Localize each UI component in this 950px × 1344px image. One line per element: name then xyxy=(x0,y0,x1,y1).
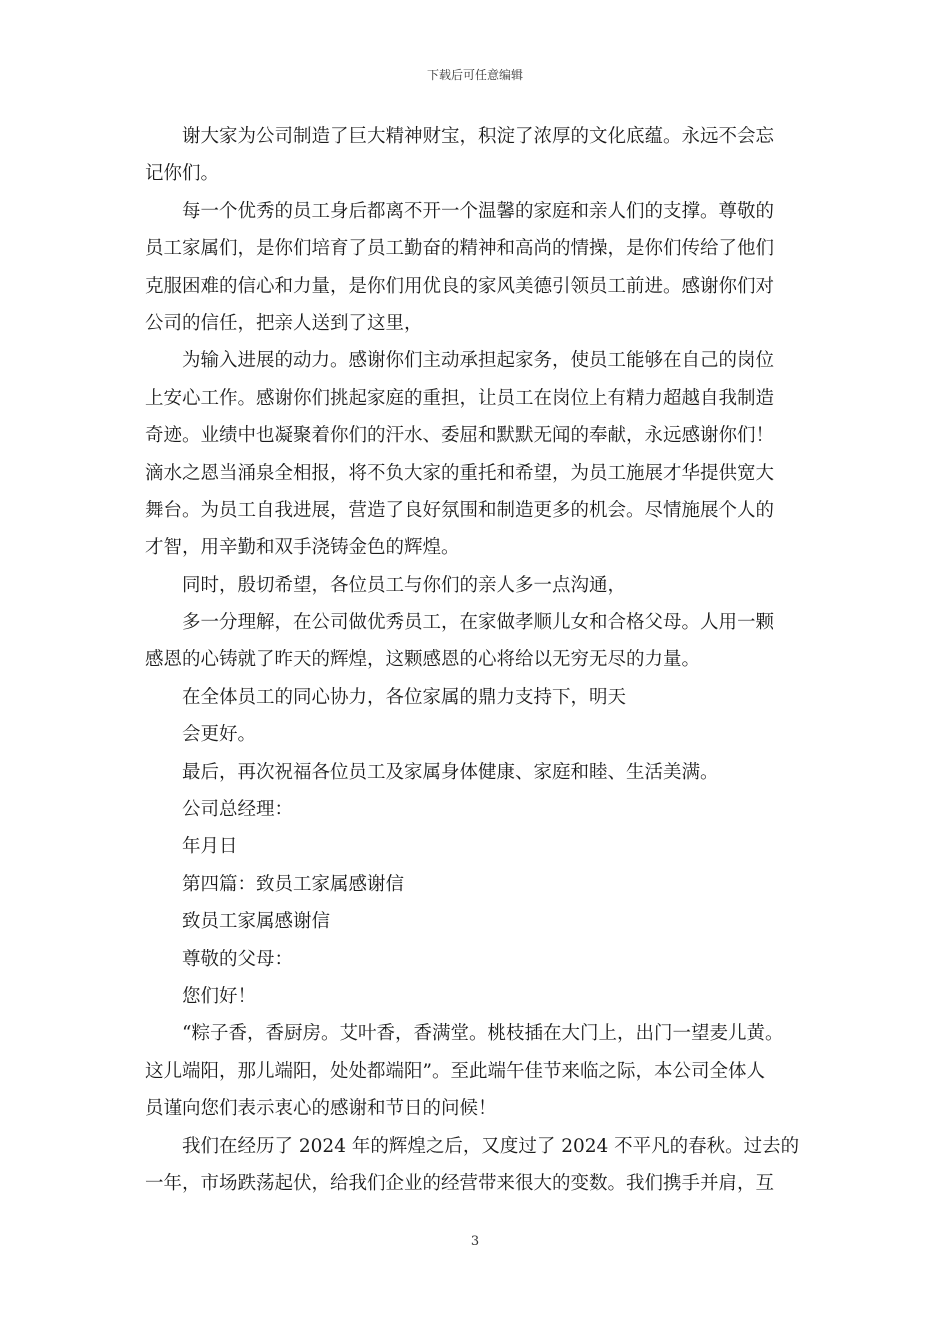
text-line: 员工家属们，是你们培育了员工勤奋的精神和高尚的情操，是你们传给了他们 xyxy=(145,238,775,260)
text-line: 一年，市场跌荡起伏，给我们企业的经营带来很大的变数。我们携手并肩，互 xyxy=(145,1172,775,1194)
text-line: 每一个优秀的员工身后都离不开一个温馨的家庭和亲人们的支撑。尊敬的 xyxy=(182,200,775,222)
page-header: 下载后可任意编辑 xyxy=(426,68,523,82)
text-line: 员谨向您们表示衷心的感谢和节日的问候！ xyxy=(145,1098,497,1120)
text-line: 谢大家为公司制造了巨大精神财宝，积淀了浓厚的文化底蕴。永远不会忘 xyxy=(182,126,775,147)
text-line: 公司总经理： xyxy=(182,799,294,821)
text-line: 最后，再次祝福各位员工及家属身体健康、家庭和睦、生活美满。 xyxy=(182,761,719,783)
text-line: “粽子香，香厨房。艾叶香，香满堂。桃枝插在大门上，出门一望麦儿黄。 xyxy=(182,1023,784,1045)
document-body xyxy=(145,118,810,1202)
text-line: 您们好！ xyxy=(182,985,257,1007)
page-number: 3 xyxy=(470,1234,480,1249)
text-line: 致员工家属感谢信 xyxy=(182,911,331,933)
text-line: 这儿端阳，那儿端阳，处处都端阳”。至此端午佳节来临之际，本公司全体人 xyxy=(145,1060,765,1082)
text-line: 第四篇：致员工家属感谢信 xyxy=(182,873,405,895)
text-line: 舞台。为员工自我进展，营造了良好氛围和制造更多的机会。尽情施展个人的 xyxy=(145,499,775,521)
text-line: 我们在经历了 2024 年的辉煌之后，又度过了 2024 不平凡的春秋。过去的 xyxy=(182,1135,800,1157)
text-line: 才智，用辛勤和双手浇铸金色的辉煌。 xyxy=(145,537,460,559)
text-line: 克服困难的信心和力量，是你们用优良的家风美德引领员工前进。感谢你们对 xyxy=(145,275,775,297)
text-line: 尊敬的父母： xyxy=(182,948,294,970)
text-line: 年月日 xyxy=(182,836,238,858)
text-line: 公司的信任，把亲人送到了这里， xyxy=(145,312,423,334)
text-line: 会更好。 xyxy=(182,724,257,746)
text-line: 上安心工作。感谢你们挑起家庭的重担，让员工在岗位上有精力超越自我制造 xyxy=(145,387,775,409)
text-line: 记你们。 xyxy=(145,163,220,185)
text-line: 滴水之恩当涌泉全相报，将不负大家的重托和希望，为员工施展才华提供宽大 xyxy=(145,462,775,484)
text-line: 同时，殷切希望，各位员工与你们的亲人多一点沟通， xyxy=(182,574,627,596)
text-line: 奇迹。业绩中也凝聚着你们的汗水、委屈和默默无闻的奉献，永远感谢你们！ xyxy=(145,425,775,447)
text-line: 为输入进展的动力。感谢你们主动承担起家务，使员工能够在自己的岗位 xyxy=(182,350,775,372)
text-line: 感恩的心铸就了昨天的辉煌，这颗感恩的心将给以无穷无尽的力量。 xyxy=(145,649,701,671)
text-line: 多一分理解，在公司做优秀员工，在家做孝顺儿女和合格父母。人用一颗 xyxy=(182,612,775,634)
text-line: 在全体员工的同心协力，各位家属的鼎力支持下，明天 xyxy=(182,686,627,708)
